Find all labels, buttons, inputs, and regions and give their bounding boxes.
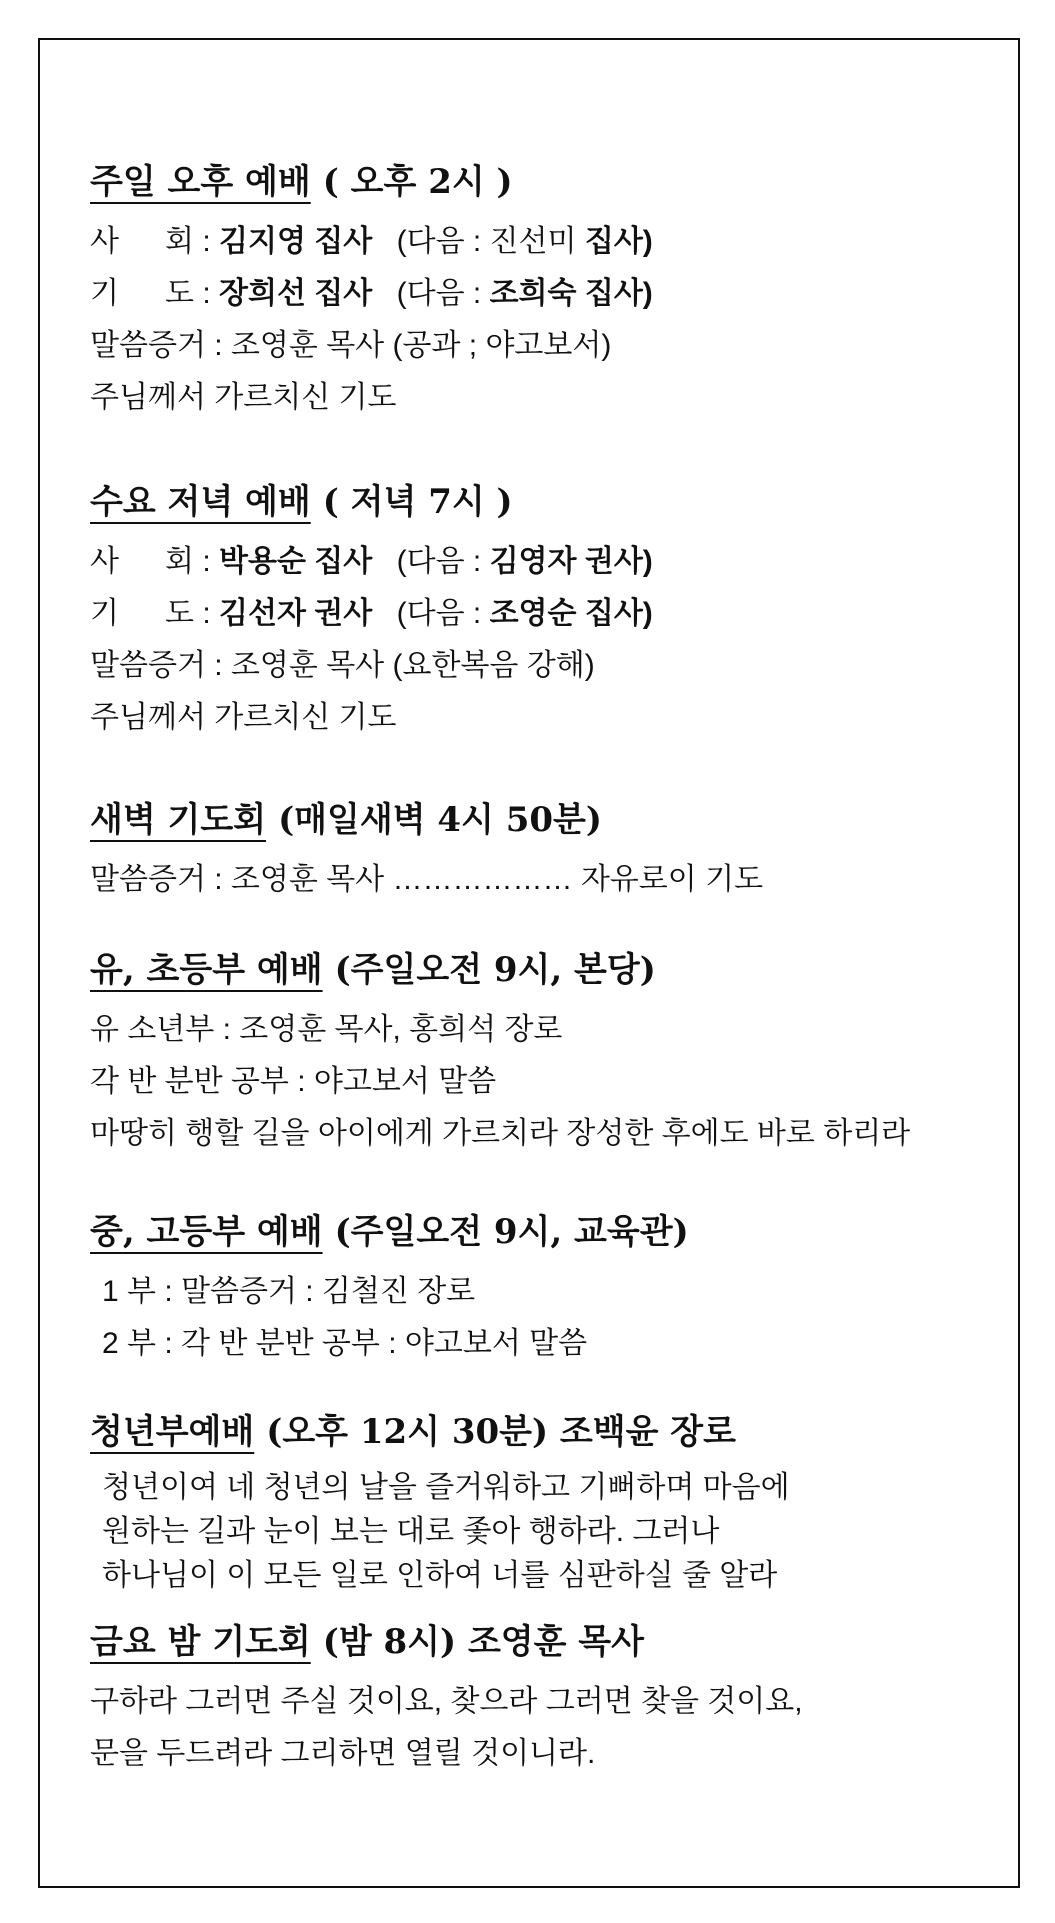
verse-line: 문을 두드려라 그리하면 열릴 것이니라. bbox=[90, 1737, 596, 1770]
verse-line: 마땅히 행할 길을 아이에게 가르치라 장성한 후에도 바로 하리라 bbox=[90, 1117, 911, 1150]
section-heading bbox=[90, 948, 1015, 992]
next-name: 조희숙 집사) bbox=[489, 277, 653, 310]
separator: : bbox=[202, 545, 211, 578]
host-name: 박용순 집사 bbox=[219, 545, 373, 578]
section-friday-night bbox=[90, 1620, 1015, 1780]
next-prefix: (다음 : bbox=[396, 277, 482, 310]
separator: : bbox=[202, 225, 211, 258]
section-title: 주일 오후 예배 bbox=[90, 162, 311, 202]
prayer-line bbox=[90, 268, 1015, 320]
section-time: (주일오전 9시, 본당) bbox=[334, 950, 656, 990]
section-heading bbox=[90, 160, 1015, 204]
section-time: ( 저녁 7시 ) bbox=[322, 482, 513, 522]
leaders-line: 유 소년부 : 조영훈 목사, 홍희석 장로 bbox=[90, 1013, 563, 1046]
section-wednesday-evening bbox=[90, 480, 1015, 744]
prayer-name: 김선자 권사 bbox=[219, 597, 373, 630]
label-char: 기 bbox=[90, 277, 119, 310]
label-char: 회 bbox=[164, 225, 194, 258]
label-char: 회 bbox=[164, 545, 194, 578]
lords-prayer-line: 주님께서 가르치신 기도 bbox=[90, 381, 397, 414]
section-time: (주일오전 9시, 교육관) bbox=[334, 1212, 689, 1252]
section-young-adults bbox=[90, 1410, 1015, 1598]
next-name: 집사) bbox=[584, 225, 653, 258]
next-name: 조영순 집사) bbox=[489, 597, 653, 630]
label-char: 사 bbox=[90, 225, 119, 258]
section-title: 새벽 기도회 bbox=[90, 800, 267, 840]
host-line bbox=[90, 216, 1015, 268]
sermon-line: 말씀증거 : 조영훈 목사 ……………… 자유로이 기도 bbox=[90, 863, 764, 896]
section-dawn-prayer bbox=[90, 798, 1015, 906]
next-prefix: (다음 : 진선미 bbox=[396, 225, 577, 258]
label-char: 도 bbox=[164, 597, 194, 630]
section-title: 중, 고등부 예배 bbox=[90, 1212, 323, 1252]
section-heading bbox=[90, 1410, 1015, 1454]
section-time: (오후 12시 30분) 조백윤 장로 bbox=[266, 1412, 736, 1452]
host-name: 김지영 집사 bbox=[219, 225, 373, 258]
sermon-line: 말씀증거 : 조영훈 목사 (공과 ; 야고보서) bbox=[90, 329, 612, 362]
section-children bbox=[90, 948, 1015, 1160]
host-line bbox=[90, 536, 1015, 588]
section-heading bbox=[90, 480, 1015, 524]
separator: : bbox=[202, 277, 211, 310]
verse-line: 청년이여 네 청년의 날을 즐거워하고 기뻐하며 마음에 bbox=[102, 1471, 790, 1504]
section-youth bbox=[90, 1210, 1015, 1370]
verse-line: 하나님이 이 모든 일로 인하여 너를 심판하실 줄 알라 bbox=[102, 1559, 778, 1592]
next-name: 김영자 권사) bbox=[489, 545, 653, 578]
lords-prayer-line: 주님께서 가르치신 기도 bbox=[90, 701, 397, 734]
prayer-line bbox=[90, 588, 1015, 640]
section-title: 청년부예배 bbox=[90, 1412, 255, 1452]
next-prefix: (다음 : bbox=[396, 597, 482, 630]
label-char: 도 bbox=[164, 277, 194, 310]
section-time: (매일새벽 4시 50분) bbox=[278, 800, 602, 840]
section-sunday-afternoon bbox=[90, 160, 1015, 424]
sermon-line: 말씀증거 : 조영훈 목사 (요한복음 강해) bbox=[90, 649, 595, 682]
section-heading bbox=[90, 1210, 1015, 1254]
separator: : bbox=[202, 597, 211, 630]
section-time: ( 오후 2시 ) bbox=[322, 162, 513, 202]
part-two-line: 2 부 : 각 반 분반 공부 : 야고보서 말씀 bbox=[102, 1327, 588, 1360]
label-char: 기 bbox=[90, 597, 119, 630]
next-prefix: (다음 : bbox=[396, 545, 482, 578]
verse-line: 원하는 길과 눈이 보는 대로 좇아 행하라. 그러나 bbox=[102, 1515, 720, 1548]
verse-line: 구하라 그러면 주실 것이요, 찾으라 그러면 찾을 것이요, bbox=[90, 1685, 803, 1718]
prayer-name: 장희선 집사 bbox=[219, 277, 373, 310]
label-char: 사 bbox=[90, 545, 119, 578]
section-title: 수요 저녁 예배 bbox=[90, 482, 311, 522]
section-time: (밤 8시) 조영훈 목사 bbox=[322, 1622, 644, 1662]
study-line: 각 반 분반 공부 : 야고보서 말씀 bbox=[90, 1065, 497, 1098]
section-title: 금요 밤 기도회 bbox=[90, 1622, 311, 1662]
section-heading bbox=[90, 798, 1015, 842]
section-heading bbox=[90, 1620, 1015, 1664]
part-one-line: 1 부 : 말씀증거 : 김철진 장로 bbox=[102, 1275, 476, 1308]
section-title: 유, 초등부 예배 bbox=[90, 950, 323, 990]
